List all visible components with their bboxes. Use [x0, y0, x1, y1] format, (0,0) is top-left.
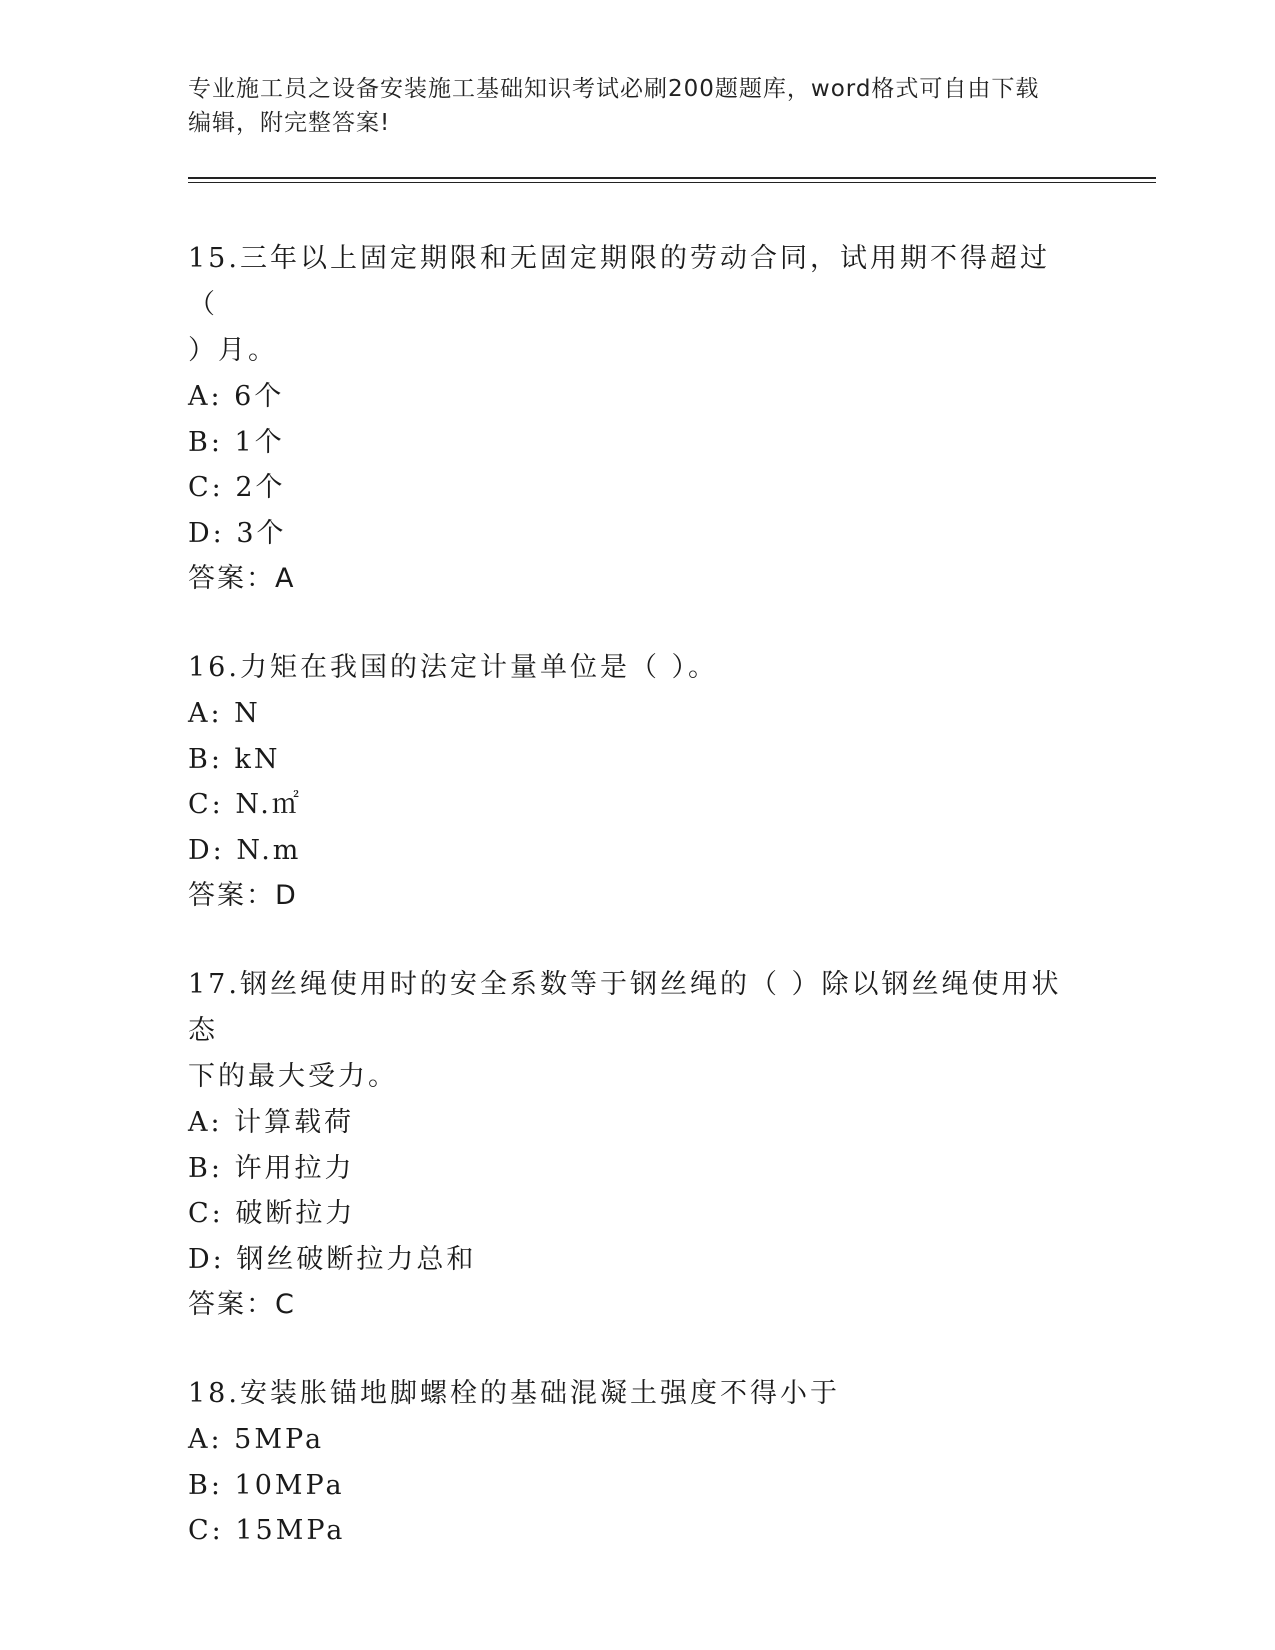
option-a: A: 5MPa: [188, 1424, 325, 1455]
option-b: B: 许用拉力: [188, 1152, 355, 1184]
option-c: C: 2个: [188, 472, 286, 503]
answer-text: 答案：C: [188, 1289, 296, 1320]
question-text-line: 15.三年以上固定期限和无固定期限的劳动合同，试用期不得超过（: [188, 243, 1050, 320]
option-c: C: 15MPa: [188, 1515, 346, 1546]
question-text-line: ）月。: [188, 335, 278, 366]
header-divider-thick: [188, 177, 1156, 179]
option-c: C: 破断拉力: [188, 1198, 356, 1229]
option-d: D: N.m: [188, 834, 302, 866]
question-15: [188, 236, 1088, 602]
option-a: A: N: [188, 698, 261, 729]
answer-text: 答案：A: [188, 563, 296, 594]
header-title-line-2: 编辑，附完整答案!: [188, 110, 391, 136]
question-16: [188, 645, 1088, 919]
answer-text: 答案：D: [188, 880, 298, 911]
option-a: A: 计算载荷: [188, 1107, 355, 1138]
option-d: D: 钢丝破断拉力总和: [188, 1243, 477, 1275]
question-text-line: 16.力矩在我国的法定计量单位是（ ）。: [188, 652, 719, 683]
question-text-line: 下的最大受力。: [188, 1061, 398, 1092]
option-b: B: 10MPa: [188, 1469, 345, 1501]
header-title-line-1: 专业施工员之设备安装施工基础知识考试必刷200题题库，word格式可自由下载: [188, 76, 1040, 102]
option-c: C: N.㎡: [188, 789, 302, 820]
question-17: [188, 962, 1088, 1328]
option-b: B: kN: [188, 743, 281, 775]
document-header: [188, 72, 1088, 140]
option-a: A: 6个: [188, 381, 285, 412]
question-18: [188, 1371, 1088, 1554]
header-divider-thin: [188, 182, 1156, 183]
option-b: B: 1个: [188, 426, 285, 458]
question-list: [188, 236, 1088, 1597]
option-d: D: 3个: [188, 517, 287, 549]
question-text-line: 18.安装胀锚地脚螺栓的基础混凝土强度不得小于: [188, 1378, 840, 1409]
question-text-line: 17.钢丝绳使用时的安全系数等于钢丝绳的（ ）除以钢丝绳使用状态: [188, 969, 1062, 1046]
